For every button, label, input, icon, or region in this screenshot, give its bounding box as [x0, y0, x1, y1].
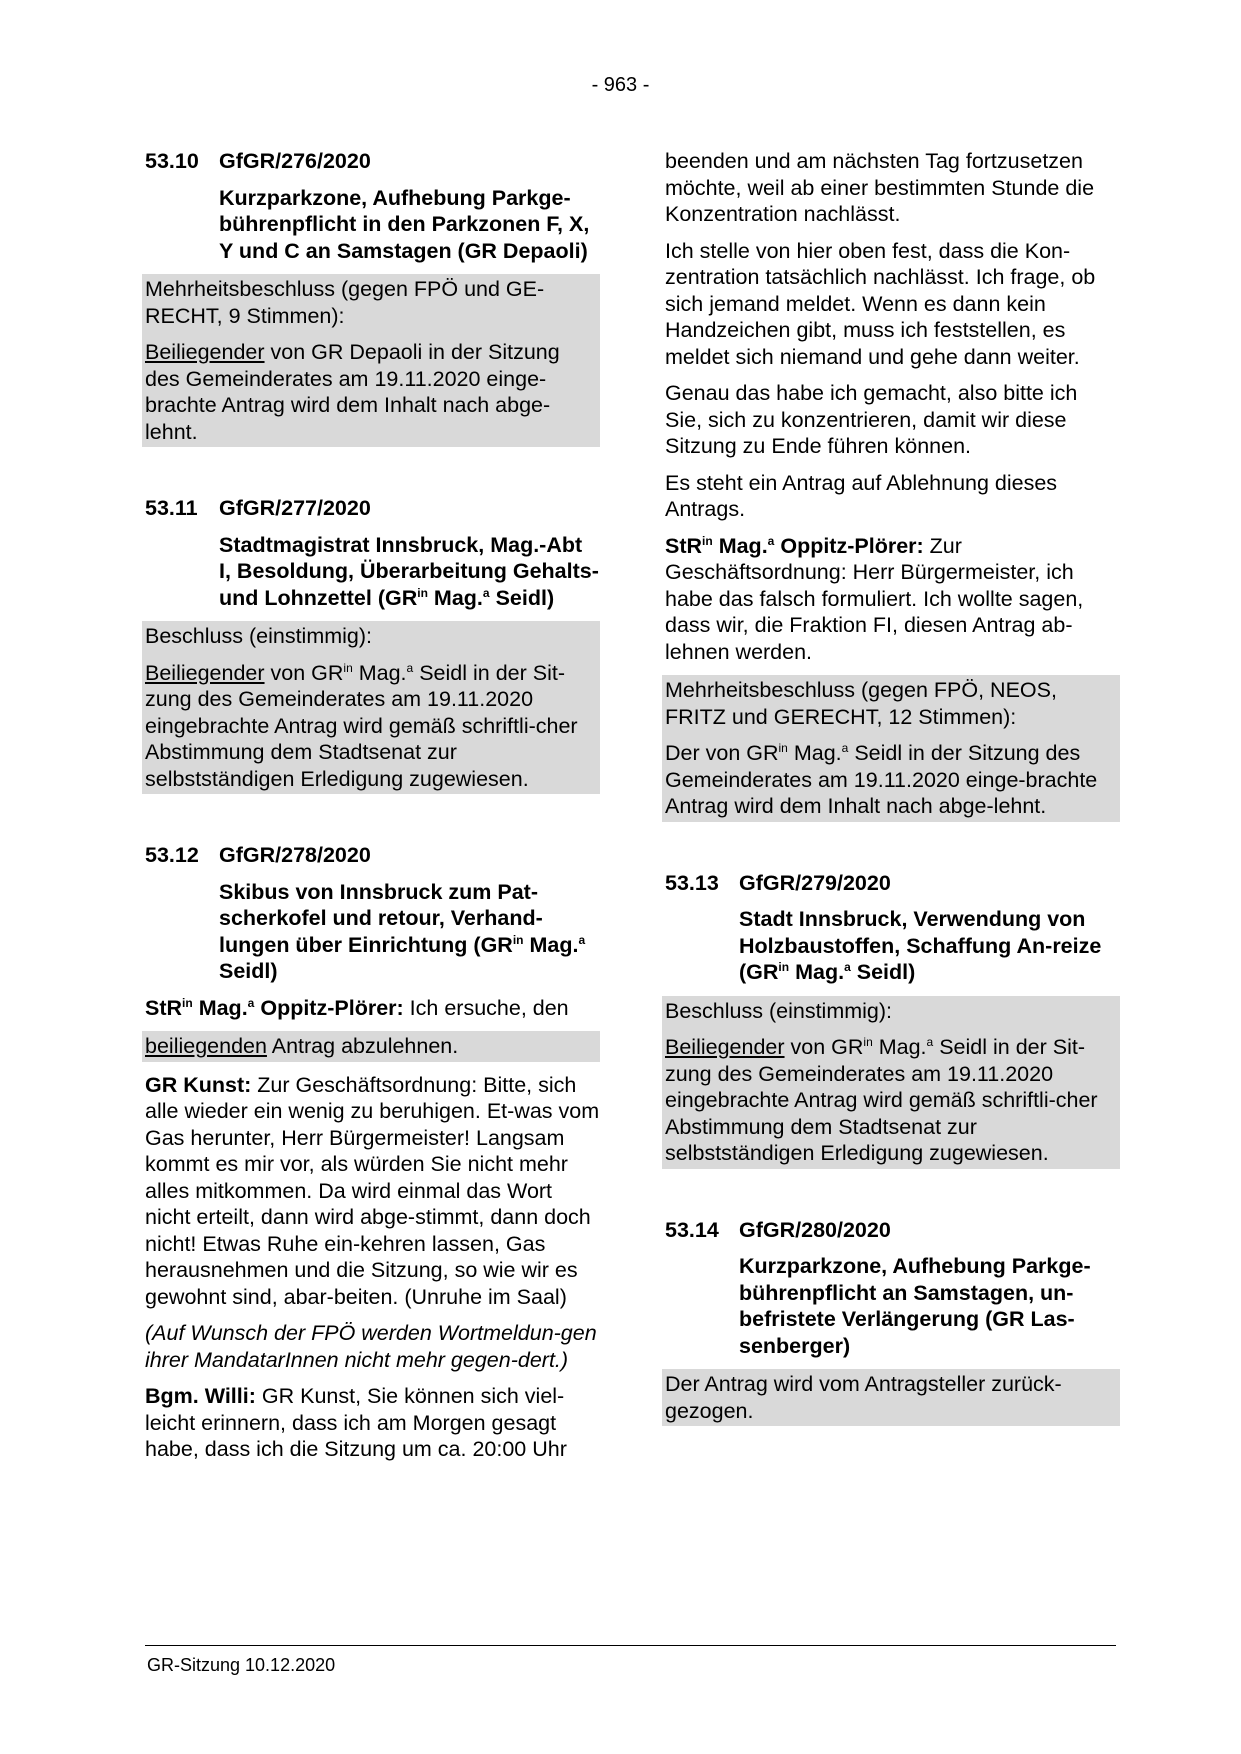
- title-part: Mag.: [795, 960, 845, 984]
- decision-text: Mehrheitsbeschluss (gegen FPÖ, NEOS, FRITZ und GERECHT, 12 Stimmen):: [665, 678, 1057, 729]
- decision-box: [662, 996, 1120, 1169]
- right-column: [665, 148, 1120, 1426]
- statement-text: Zur Geschäftsordnung: Herr Bürgermeister, ich habe das falsch formuliert. Ich wollte sagen, dass wir, die Fraktion FI, diesen Antrag ab-lehnen werden.: [665, 533, 1084, 664]
- speaker-statement: [145, 1072, 600, 1311]
- decision-text: Beschluss (einstimmig):: [665, 998, 892, 1023]
- result-part: Seidl in der Sit-zung des Gemeinderates am 19.11.2020 eingebrachte Antrag wird gemäß schriftli-cher Abstimmung dem Stadtsenat zur selbstständigen Erledigung zugewiesen.: [665, 1035, 1098, 1165]
- superscript: in: [512, 932, 524, 947]
- speaker-statement: [145, 995, 600, 1022]
- result-part: Mag.: [878, 1035, 927, 1059]
- speaker-statement: [665, 533, 1120, 666]
- decision-result: Der Antrag wird vom Antragsteller zurück-gezogen.: [665, 1372, 1062, 1423]
- result-underlined: Beiliegender: [665, 1035, 785, 1059]
- title-part: Seidl): [856, 960, 916, 984]
- superscript: a: [406, 660, 414, 675]
- title-part: Stadtmagistrat Innsbruck, Mag.-Abt I, Besoldung, Überarbeitung Gehalts- und Lohnzettel (GR: [219, 532, 599, 610]
- superscript: in: [343, 660, 353, 675]
- proposal-box: [142, 1031, 600, 1062]
- item-code: GfGR/278/2020: [219, 843, 371, 867]
- speaker-part: StR: [665, 533, 703, 558]
- title-part: Seidl): [495, 585, 555, 610]
- speaker-statement: [145, 1383, 600, 1463]
- proposal-underlined: beiliegenden: [145, 1034, 267, 1058]
- title-part: Skibus von Innsbruck zum Pat-scherkofel und retour, Verhand-lungen über Einrichtung (GR: [219, 879, 543, 957]
- agenda-item-53-10: [145, 148, 600, 447]
- result-part: von GR: [270, 660, 344, 685]
- statement-text: Zur Geschäftsordnung: Bitte, sich alle wieder ein wenig zu beruhigen. Et-was vom Gas herunter, Herr Bürgermeister! Langsam kommt es mir vor, als würden Sie nicht mehr alles mitkommen. Da wird einmal das Wort nicht erteilt, dann wird abge-stimmt, dann doch nicht! Etwas Ruhe ein-kehren lassen, Gas herausnehmen und die Sitzung, so wie wir es gewohnt sind, abar-beiten. (Unruhe im Saal): [145, 1072, 600, 1309]
- decision-result: [665, 732, 1117, 822]
- item-title: [219, 532, 600, 612]
- footer-divider: [145, 1645, 1116, 1646]
- superscript: a: [841, 740, 849, 755]
- item-number: 53.13: [665, 870, 719, 895]
- agenda-item-53-14: [665, 1217, 1120, 1427]
- speaker-part: Oppitz-Plörer:: [780, 533, 924, 558]
- proposal-text: [145, 1031, 597, 1062]
- item-number: 53.11: [145, 496, 198, 520]
- result-part: Der von GR: [665, 741, 779, 765]
- item-title: [219, 879, 600, 985]
- footer-text: GR-Sitzung 10.12.2020: [147, 1655, 336, 1675]
- speaker-part: Mag.: [718, 533, 768, 558]
- agenda-item-53-12: [145, 842, 600, 1463]
- superscript: a: [767, 533, 775, 548]
- speaker-part: StR: [145, 995, 183, 1020]
- item-code: GfGR/280/2020: [739, 1217, 891, 1242]
- superscript: in: [702, 533, 713, 548]
- result-text: von GR Depaoli in der Sitzung des Gemeinderates am 19.11.2020 einge-brachte Antrag wird dem Inhalt nach abge-lehnt.: [145, 340, 560, 444]
- superscript: a: [926, 1034, 934, 1049]
- item-number: 53.14: [665, 1217, 719, 1242]
- decision-box: [662, 1369, 1120, 1426]
- item-heading: [145, 495, 600, 522]
- paragraph: Genau das habe ich gemacht, also bitte ich Sie, sich zu konzentrieren, damit wir diese Sitzung zu Ende führen können.: [665, 381, 1078, 458]
- superscript: in: [863, 1034, 873, 1049]
- item-title: Kurzparkzone, Aufhebung Parkge-bührenpflicht an Samstagen, un-befristete Verlängerung (GR Las-senberger): [739, 1254, 1091, 1358]
- speaker-name: GR Kunst:: [145, 1072, 252, 1097]
- superscript: in: [182, 995, 193, 1010]
- item-code: GfGR/279/2020: [739, 870, 891, 895]
- title-part: Mag.: [433, 585, 483, 610]
- item-title: Kurzparkzone, Aufhebung Parkge-bührenpflicht in den Parkzonen F, X, Y und C an Samstagen (GR Depaoli): [219, 185, 590, 263]
- result-underlined: Beiliegender: [145, 340, 265, 364]
- item-heading: [665, 1217, 1120, 1244]
- result-underlined: Beiliegender: [145, 660, 265, 685]
- title-part: Seidl): [219, 959, 278, 983]
- paragraph: Es steht ein Antrag auf Ablehnung dieses Antrags.: [665, 470, 1058, 521]
- item-heading: [145, 148, 600, 175]
- agenda-item-53-13: [665, 870, 1120, 1169]
- paragraph: Ich stelle von hier oben fest, dass die Kon-zentration tatsächlich nachlässt. Ich frage, ob sich jemand meldet. Wenn es dann kein Handzeichen gibt, muss ich feststellen, es meldet sich niemand und gehe dann weiter.: [665, 238, 1096, 369]
- page-number: - 963 -: [591, 74, 650, 96]
- decision-text: Mehrheitsbeschluss (gegen FPÖ und GE-RECHT, 9 Stimmen):: [145, 277, 545, 328]
- item-heading: [665, 870, 1120, 897]
- decision-result: [665, 1026, 1117, 1169]
- result-part: Mag.: [358, 660, 407, 685]
- note-text: (Auf Wunsch der FPÖ werden Wortmeldun-gen ihrer MandatarInnen nicht mehr gegen-dert.): [145, 1321, 597, 1372]
- proposal-rest: Antrag abzulehnen.: [271, 1034, 459, 1058]
- decision-box: [142, 621, 600, 794]
- statement-text: GR Kunst, Sie können sich viel-leicht erinnern, dass ich am Morgen gesagt habe, dass ich die Sitzung um ca. 20:00 Uhr: [145, 1384, 567, 1461]
- superscript: in: [417, 585, 428, 600]
- decision-text: Beschluss (einstimmig):: [145, 624, 372, 648]
- superscript: a: [247, 995, 255, 1010]
- speaker-part: Mag.: [198, 995, 248, 1020]
- superscript: in: [778, 740, 788, 755]
- decision-box: [662, 675, 1120, 822]
- result-part: von GR: [790, 1035, 864, 1059]
- item-code: GfGR/276/2020: [219, 149, 371, 173]
- speaker-name: Bgm. Willi:: [145, 1384, 256, 1408]
- speaker-part: Oppitz-Plörer:: [260, 995, 404, 1020]
- editorial-note: [145, 1320, 600, 1373]
- decision-result: [145, 652, 597, 795]
- decision-result: [145, 331, 597, 447]
- superscript: a: [578, 932, 586, 947]
- decision-box: [142, 274, 600, 447]
- item-number: 53.10: [145, 149, 199, 173]
- item-title: [739, 906, 1120, 986]
- item-heading: [145, 842, 600, 869]
- title-part: Stadt Innsbruck, Verwendung von Holzbaustoffen, Schaffung An-reize (GR: [739, 907, 1102, 984]
- statement-text: Ich ersuche, den: [409, 995, 569, 1020]
- superscript: a: [844, 959, 851, 974]
- result-part: Seidl in der Sit-zung des Gemeinderates am 19.11.2020 eingebrachte Antrag wird gemäß schriftli-cher Abstimmung dem Stadtsenat zur selbstständigen Erledigung zugewiesen.: [145, 660, 578, 791]
- result-part: Seidl in der Sitzung des Gemeinderates am 19.11.2020 einge-brachte Antrag wird dem Inhalt nach abge-lehnt.: [665, 741, 1098, 818]
- agenda-item-53-11: [145, 495, 600, 794]
- left-column: [145, 148, 600, 1473]
- superscript: in: [778, 959, 790, 974]
- continued-paragraph: beenden und am nächsten Tag fortzusetzen möchte, weil ab einer bestimmten Stunde die Konzentration nachlässt.: [665, 149, 1095, 226]
- item-code: GfGR/277/2020: [219, 496, 371, 520]
- result-part: Mag.: [793, 741, 842, 765]
- superscript: a: [482, 585, 490, 600]
- title-part: Mag.: [529, 932, 579, 957]
- item-number: 53.12: [145, 843, 199, 867]
